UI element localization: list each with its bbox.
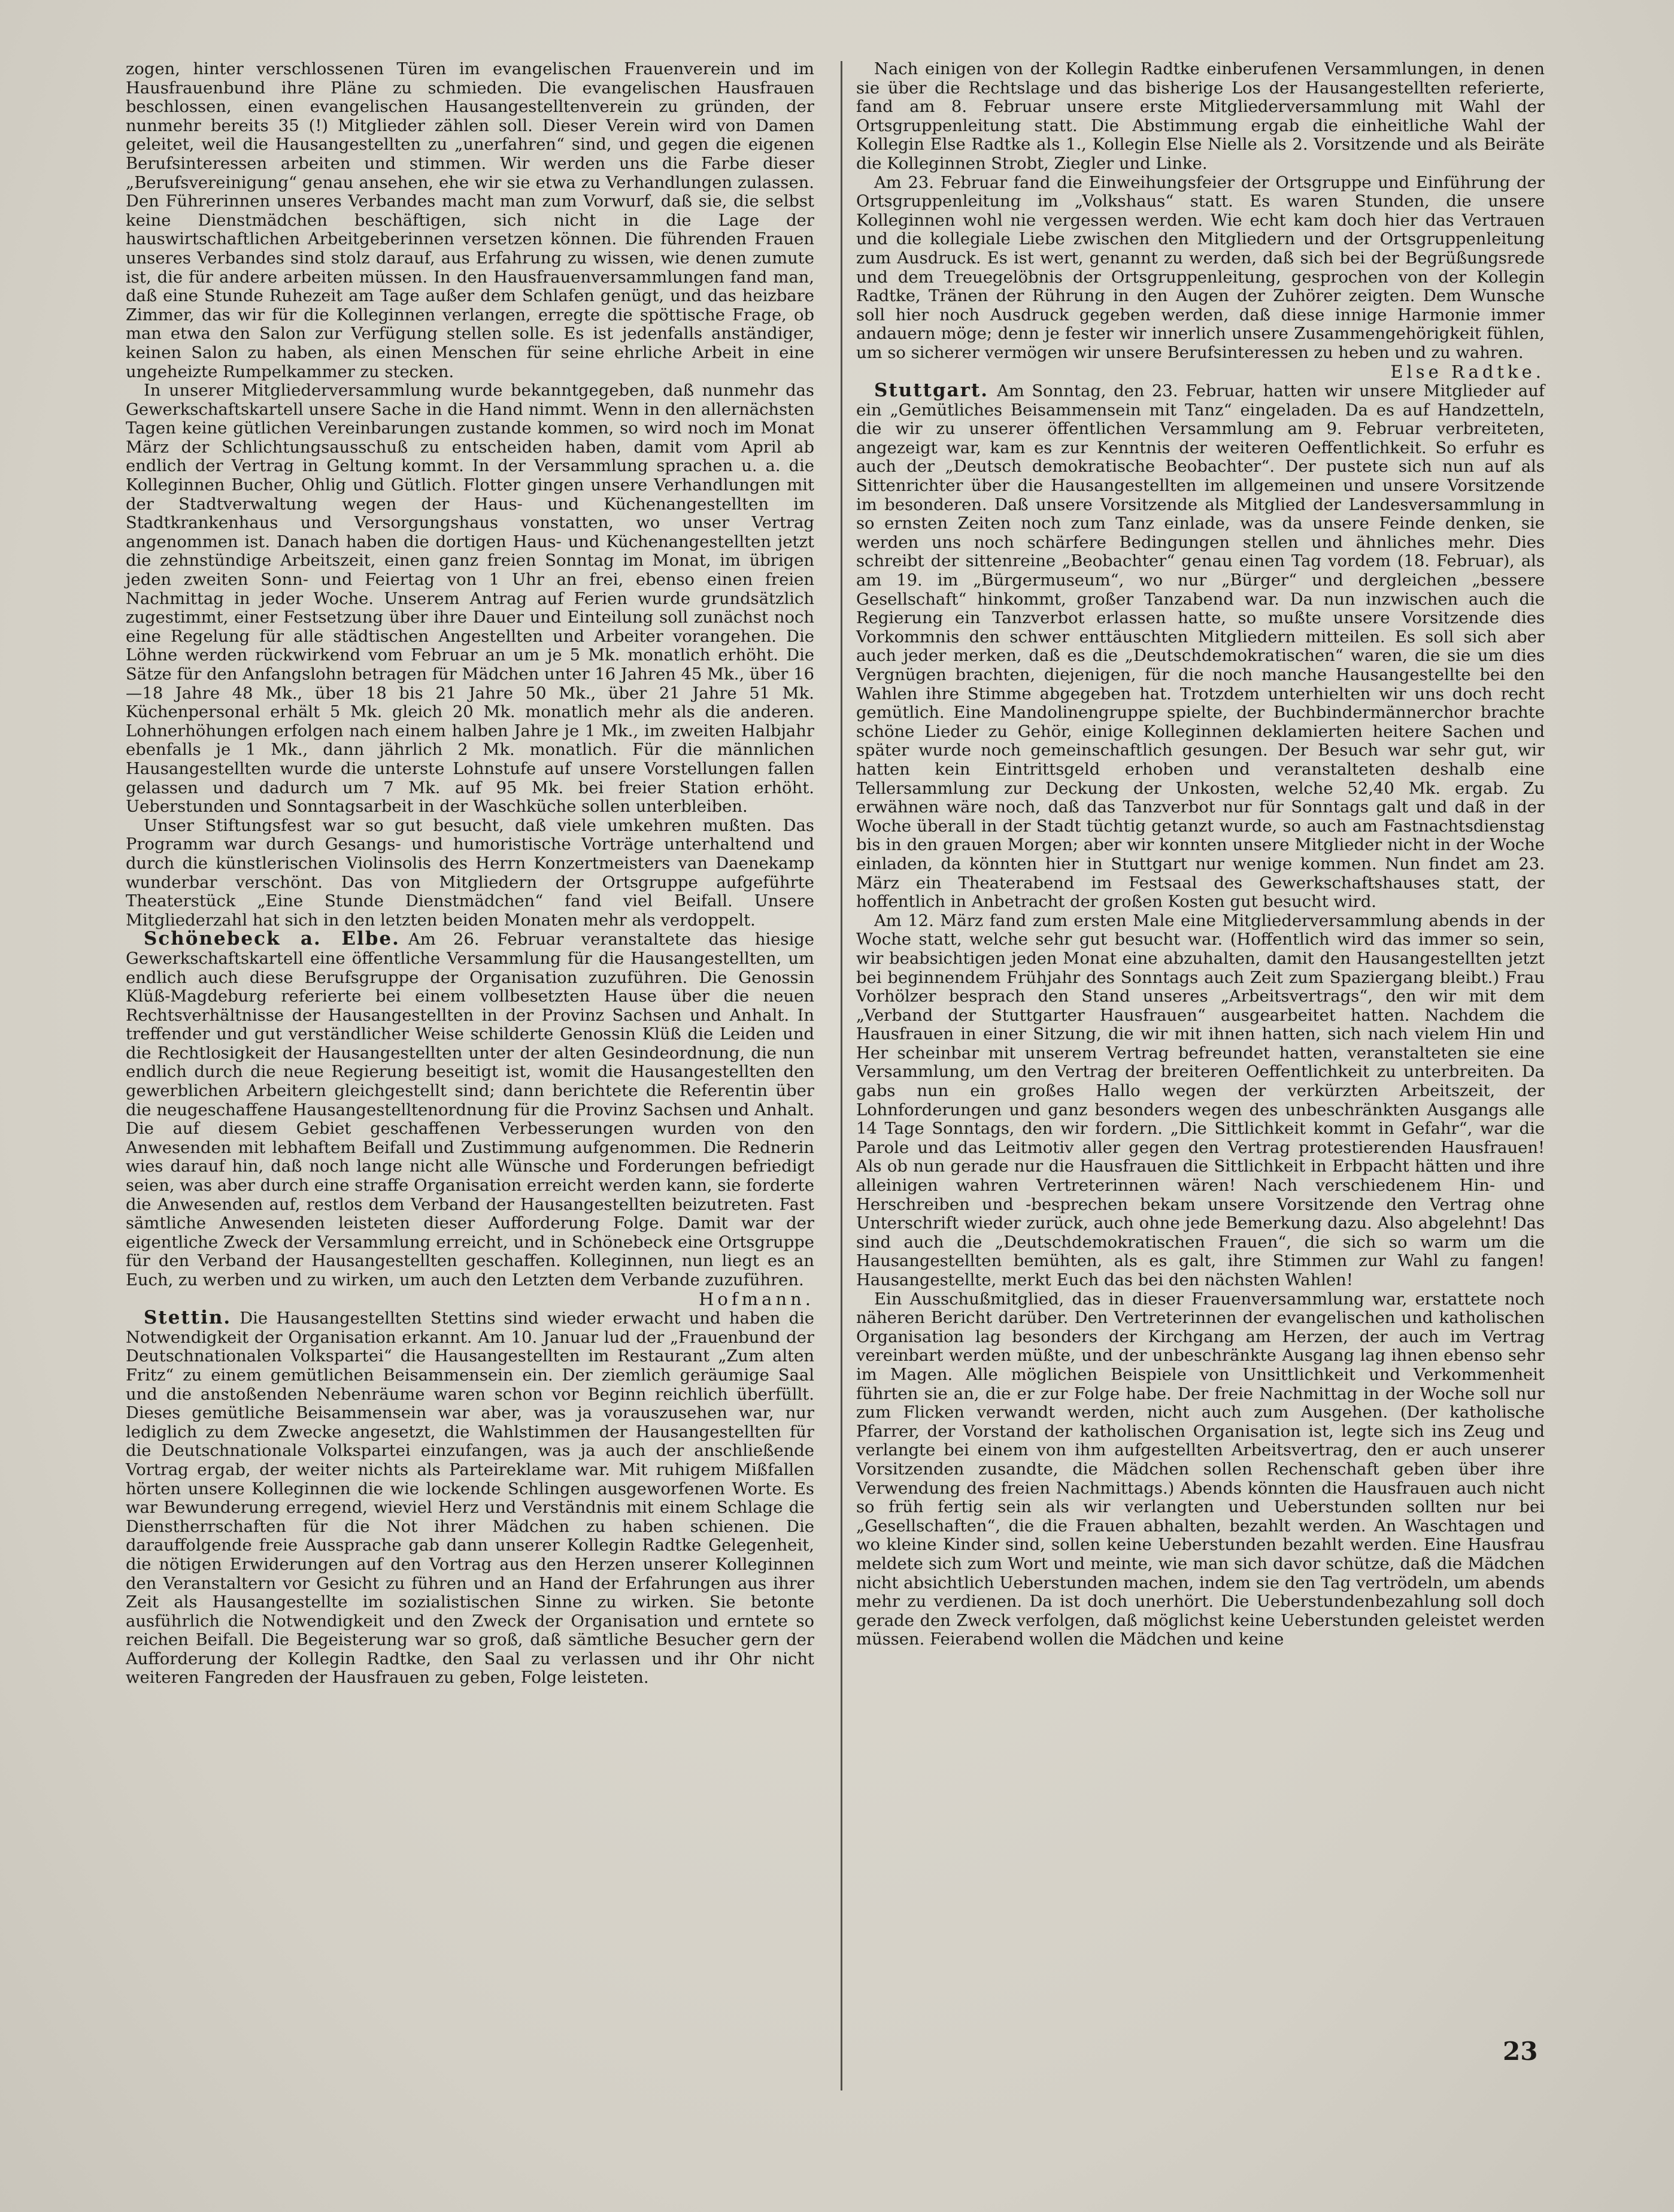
page-number: 23 [1503,2037,1538,2066]
article-paragraph: Ein Ausschußmitglied, das in dieser Frauenversammlung war, erstattete noch näheren Bericht darüber. Den Vertreterinnen der evangelischen und katholischen Organisation lag besonders der Kirchgang am Herzen, der auch im Vertrag vereinbart werden müßte, und der unbeschränkte Ausgang lag ihnen ebenso sehr im Magen. Alle möglichen Beispiele von Unsittlichkeit und Verkommenheit führten sie an, die er zur Folge habe. Der freie Nachmittag in der Woche soll nur zum Flicken verwandt werden, nicht auch zum Ausgehen. (Der katholische Pfarrer, der Vorstand der katholischen Organisation ist, legte sich ins Zeug und verlangte bei einem von ihm aufgestellten Arbeitsvertrag, den er auch unserer Vorsitzenden zusandte, die Mädchen sollen Rechenschaft geben über ihre Verwendung des freien Nachmittags.) Abends könnten die Hausfrauen auch nicht so früh fertig sein als wir verlangten und Ueberstunden sollten nur bei „Gesellschaften“, die die Frauen abhalten, bezahlt werden. An Waschtagen und wo kleine Kinder sind, sollen keine Ueberstunden bezahlt werden. Eine Hausfrau meldete sich zum Wort und meinte, wie man sich davor schütze, daß die Mädchen nicht absichtlich Ueberstunden machen, indem sie den Tag vertrödeln, um abends mehr zu verdienen. Da ist doch unerhört. Die Ueberstundenbezahlung soll doch gerade den Zweck verfolgen, daß möglichst keine Ueberstunden geleistet werden müssen. Feierabend wollen die Mädchen und keine [856,1289,1545,1649]
article-paragraph: In unserer Mitgliederversammlung wurde bekanntgegeben, daß nunmehr das Gewerkschaftskartell unsere Sache in die Hand nimmt. Wenn in den allernächsten Tagen keine gütlichen Vereinbarungen zustande kommen, so wird noch im Monat März der Schlichtungsausschuß zu entscheiden haben, damit vom April ab endlich der Vertrag in Geltung kommt. In der Versammlung sprachen u. a. die Kolleginnen Bucher, Ohlig und Gütlich. Flotter gingen unsere Verhandlungen mit der Stadtverwaltung wegen der Haus- und Küchenangestellten im Stadtkrankenhaus und Versorgungshaus vonstatten, wo unser Vertrag angenommen ist. Danach haben die dortigen Haus- und Küchenangestellten jetzt die zehnstündige Arbeitszeit, einen ganz freien Sonntag im Monat, im übrigen jeden zweiten Sonn- und Feiertag von 1 Uhr an frei, ebenso einen freien Nachmittag in jeder Woche. Unserem Antrag auf Ferien wurde grundsätzlich zugestimmt, einer Festsetzung über ihre Dauer und Einteilung soll zunächst noch eine Regelung für alle städtischen Angestellten und Arbeiter vorangehen. Die Löhne werden rückwirkend vom Februar an um je 5 Mk. monatlich erhöht. Die Sätze für den Anfangslohn betragen für Mädchen unter 16 Jahren 45 Mk., über 16—18 Jahre 48 Mk., über 18 bis 21 Jahre 50 Mk., über 21 Jahre 51 Mk. Küchenpersonal erhält 5 Mk. gleich 20 Mk. monatlich mehr als die anderen. Lohnerhöhungen erfolgen nach einem halben Jahre je 1 Mk., im zweiten Halbjahr ebenfalls je 1 Mk., dann jährlich 2 Mk. monatlich. Für die männlichen Hausangestellten wurde die unterste Lohnstufe auf unsere Vorstellungen fallen gelassen und dadurch um 7 Mk. auf 95 Mk. bei freier Station erhöht. Ueberstunden und Sonntagsarbeit in der Waschküche sollen unterbleiben. [126,381,814,817]
left-column [126,60,814,1688]
article-text: Die Hausangestellten Stettins sind wieder erwacht und haben die Notwendigkeit der Organisation erkannt. Am 10. Januar lud der „Frauenbund der Deutschnationalen Volkspartei“ die Hausangestellten im Restaurant „Zum alten Fritz“ zu einem gemütlichen Beisammensein ein. Der ziemlich geräumige Saal und die anstoßenden Nebenräume waren schon vor Beginn reichlich überfüllt. Dieses gemütliche Beisammensein war aber, was ja vorauszusehen war, nur lediglich zu dem Zwecke angesetzt, die Wahlstimmen der Hausangestellten für die Deutschnationale Volkspartei einzufangen, was ja auch der anschließende Vortrag ergab, der weiter nichts als Parteireklame war. Mit ruhigem Mißfallen hörten unsere Kolleginnen die wie lockende Schlingen ausgeworfenen Worte. Es war Bewunderung erregend, wieviel Herz und Verständnis mit einem Schlage die Dienstherrschaften für die Not ihrer Mädchen zu haben schienen. Die darauffolgende freie Aussprache gab dann unserer Kollegin Radtke Gelegenheit, die nötigen Erwiderungen auf den Vortrag aus den Herzen unserer Kolleginnen den Veranstaltern vor Gesicht zu führen und an Hand der Erfahrungen aus ihrer Zeit als Hausangestellte im sozialistischen Sinne zu wirken. Sie betonte ausführlich die Notwendigkeit und den Zweck der Organisation und erntete so reichen Beifall. Die Begeisterung war so groß, daß sämtliche Besucher gern der Aufforderung der Kollegin Radtke, den Saal zu verlassen und ihr Ohr nicht weiteren Fangreden der Hausfrauen zu geben, Folge leisteten. [126,1309,814,1688]
article-text: Am 26. Februar veranstaltete das hiesige Gewerkschaftskartell eine öffentliche Versammlung für die Hausangestellten, um endlich auch diese Berufsgruppe der Organisation zuzuführen. Die Genossin Klüß-Magdeburg referierte bei einem vollbesetzten Hause über die neuen Rechtsverhältnisse der Hausangestellten in der Provinz Sachsen und Anhalt. In treffender und gut verständlicher Weise schilderte Genossin Klüß die Leiden und die Rechtlosigkeit der Hausangestellten unter der alten Gesindeordnung, die nun endlich durch die neue Regierung beseitigt ist, womit die Hausangestellten den gewerblichen Arbeitern gleichgestellt sind; dann berichtete die Referentin über die neugeschaffene Hausangestelltenordnung für die Provinz Sachsen und Anhalt. Die auf diesem Gebiet geschaffenen Verbesserungen wurden von den Anwesenden mit lebhaftem Beifall und Zustimmung aufgenommen. Die Rednerin wies darauf hin, daß noch lange nicht alle Wünsche und Forderungen befriedigt seien, was aber durch eine straffe Organisation erreicht werden kann, sie forderte die Anwesenden auf, restlos dem Verband der Hausangestellten beizutreten. Fast sämtliche Anwesenden leisteten dieser Aufforderung Folge. Damit war der eigentliche Zweck der Versammlung erreicht, und in Schönebeck eine Ortsgruppe für den Verband der Hausangestellten geschaffen. Kolleginnen, nun liegt es an Euch, zu werben und zu wirken, um auch den Letzten dem Verbande zuzuführen. [126,930,814,1289]
article-paragraph [856,174,1545,382]
author-signature: Hofmann. [699,1288,814,1309]
article-paragraph: zogen, hinter verschlossenen Türen im evangelischen Frauenverein und im Hausfrauenbund ihre Pläne zu schmieden. Die evangelischen Hausfrauen beschlossen, einen evangelischen Hausangestelltenverein zu gründen, der nunmehr bereits 35 (!) Mitglieder zählen soll. Dieser Verein wird von Damen geleitet, weil die Hausangestellten zu „unerfahren“ sind, und gegen die eigenen Berufsinteressen arbeiten und stimmen. Wir werden uns die Farbe dieser „Berufsvereinigung“ genau ansehen, ehe wir sie etwa zu Verhandlungen zulassen. Den Führerinnen unseres Verbandes macht man zum Vorwurf, daß sie, die selbst keine Dienstmädchen beschäftigen, sich nicht in die Lage der hauswirtschaftlichen Arbeitgeberinnen versetzen können. Die führenden Frauen unseres Verbandes sind stolz darauf, aus Erfahrung zu wissen, wie denen zumute ist, die für andere arbeiten müssen. In den Hausfrauenversammlungen fand man, daß eine Stunde Ruhezeit am Tage außer dem Schlafen genügt, und das heizbare Zimmer, das wir für die Kolleginnen verlangen, erregte die spöttische Frage, ob man etwa den Salon zur Verfügung stellen solle. Es ist jedenfalls anständiger, keinen Salon zu haben, als einen Menschen für seine ehrliche Arbeit in eine ungeheizte Rumpelkammer zu stecken. [126,60,814,381]
article-paragraph: Unser Stiftungsfest war so gut besucht, daß viele umkehren mußten. Das Programm war durch Gesangs- und humoristische Vorträge unterhaltend und durch die künstlerischen Violinsolis des Herrn Konzertmeisters van Daenekamp wunderbar verschönt. Das von Mitgliedern der Ortsgruppe aufgeführte Theaterstück „Eine Stunde Dienstmädchen“ fand viel Beifall. Unsere Mitgliederzahl hat sich in den letzten beiden Monaten mehr als verdoppelt. [126,816,814,930]
author-signature: Else Radtke. [1390,361,1545,382]
section-heading: Stettin. [144,1307,232,1329]
section-heading: Stuttgart. [874,380,989,402]
column-divider [841,61,842,2090]
right-column [856,60,1545,1649]
article-paragraph: Am 12. März fand zum ersten Male eine Mitgliederversammlung abends in der Woche statt, welche sehr gut besucht war. (Hoffentlich wird das immer so sein, wir beabsichtigen jeden Monat eine abzuhalten, damit den Hausangestellten jetzt bei beginnendem Frühjahr des Sonntags auch Zeit zum Spaziergang bleibt.) Frau Vorhölzer besprach den Stand unseres „Arbeitsvertrags“, den wir mit dem „Verband der Stuttgarter Hausfrauen“ ausgearbeitet hatten. Nachdem die Hausfrauen in einer Sitzung, die wir mit ihnen hatten, sich nach vielem Hin und Her scheinbar mit unserem Vertrag befreundet hatten, veranstalteten sie eine Versammlung, um den Vertrag der breiteren Oeffentlichkeit zu unterbreiten. Da gabs nun ein großes Hallo wegen der verkürzten Arbeitszeit, der Lohnforderungen und ganz besonders wegen des unbeschränkten Ausgangs alle 14 Tage Sonntags, den wir fordern. „Die Sittlichkeit kommt in Gefahr“, war die Parole und das Leitmotiv aller gegen den Vertrag protestierenden Hausfrauen! Als ob nun gerade nur die Hausfrauen die Sittlichkeit in Erbpacht hätten und ihre alleinigen wahren Vertreterinnen wären! Nach verschiedenem Hin- und Herschreiben und -besprechen bekam unsere Vorsitzende den Vertrag ohne Unterschrift wieder zurück, auch ohne jede Bemerkung dazu. Also abgelehnt! Das sind auch die „Deutschdemokratischen Frauen“, die sich so warm um die Hausangestellten bemühten, als es galt, ihre Stimmen zur Wahl zu fangen! Hausangestellte, merkt Euch das bei den nächsten Wahlen! [856,911,1545,1289]
article-stettin [126,1309,814,1688]
section-heading: Schönebeck a. Elbe. [144,928,400,950]
article-text: Am Sonntag, den 23. Februar, hatten wir unsere Mitglieder auf ein „Gemütliches Beisammensein mit Tanz“ eingeladen. Da es auf Handzetteln, die wir zu unserer öffentlichen Versammlung am 9. Februar verbreiteten, angezeigt war, kam es zur Kenntnis der weiteren Oeffentlichkeit. So erfuhr es auch der „Deutsch demokratische Beobachter“. Der pustete sich nun auf als Sittenrichter über die Hausangestellten im allgemeinen und unsere Vorsitzende im besonderen. Daß unsere Vorsitzende als Mitglied der Landesversammlung in so ernsten Zeiten noch zum Tanz einlade, was da unsere Feinde denken, sie werden uns noch schärfere Bedingungen stellen und ähnliches mehr. Dies schreibt der sittenreine „Beobachter“ genau einen Tag vordem (18. Februar), als am 19. im „Bürgermuseum“, wo nur „Bürger“ und dergleichen „bessere Gesellschaft“ hinkommt, großer Tanzabend war. Da nun inzwischen auch die Regierung ein Tanzverbot erlassen hatte, so mußte unsere Vorsitzende dies Vorkommnis den schwer enttäuschten Mitgliedern mitteilen. Es soll sich aber auch jeder merken, daß es die „Deutschdemokratischen“ waren, die sie um dies Vergnügen brachten, diejenigen, für die noch manche Hausangestellte bei den Wahlen ihre Stimme abgegeben hat. Trotzdem unterhielten wir uns doch recht gemütlich. Eine Mandolinengruppe spielte, der Buchbindermännerchor brachte schöne Lieder zu Gehör, einige Kolleginnen deklamierten heitere Sachen und später wurde noch gemeinschaftlich gesungen. Der Besuch war sehr gut, wir hatten kein Eintrittsgeld erhoben und veranstalteten deshalb eine Tellersammlung zur Deckung der Unkosten, welche 52,40 Mk. ergab. Zu erwähnen wäre noch, daß das Tanzverbot nur für Sonntags galt und daß in der Woche überall in der Stadt tüchtig getanzt wurde, so auch am Fastnachtsdienstag bis in den grauen Morgen; aber wir konnten unsere Mitglieder nicht in der Woche einladen, da könnten hier in Stuttgart nur wenige kommen. Nun findet am 23. März ein Theaterabend im Festsaal des Gewerkschaftshauses statt, der hoffentlich in Anbetracht der großen Kosten gut besucht wird. [856,382,1545,912]
article-text: Am 23. Februar fand die Einweihungsfeier der Ortsgruppe und Einführung der Ortsgruppenleitung im „Volkshaus“ statt. Es waren Stunden, die unsere Kolleginnen wohl nie vergessen werden. Wie echt kam doch hier das Vertrauen und die kollegiale Liebe zwischen den Mitgliedern und der Ortsgruppenleitung zum Ausdruck. Es ist wert, genannt zu werden, daß sich bei der Begrüßungsrede und dem Treuegelöbnis der Ortsgruppenleitung, gesprochen von der Kollegin Radtke, Tränen der Rührung in den Augen der Zuhörer zeigten. Dem Wunsche soll hier noch Ausdruck gegeben werden, daß diese innige Harmonie immer andauern möge; denn je fester wir innerlich unsere Zusammengehörigkeit fühlen, um so sicherer vermögen wir unsere Berufsinteressen zu heben und zu wahren. [856,173,1545,362]
article-schoenebeck [126,930,814,1309]
article-paragraph: Nach einigen von der Kollegin Radtke einberufenen Versammlungen, in denen sie über die Rechtslage und das bisherige Los der Hausangestellten referierte, fand am 8. Februar unsere erste Mitgliederversammlung mit Wahl der Ortsgruppenleitung statt. Die Abstimmung ergab die einheitliche Wahl der Kollegin Else Radtke als 1., Kollegin Else Nielle als 2. Vorsitzende und als Beiräte die Kolleginnen Strobt, Ziegler und Linke. [856,60,1545,173]
article-stuttgart [856,381,1545,912]
